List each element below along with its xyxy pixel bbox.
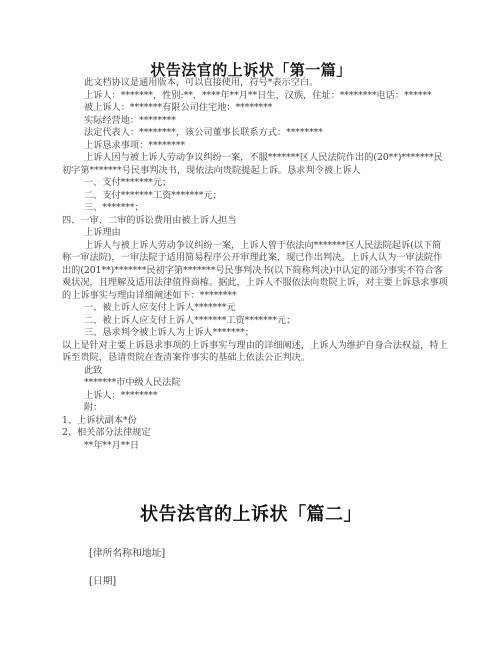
appellant-info: 上诉人：*******，性别:**，****年**月**日生，汉族，住址：********电话：****** <box>84 89 432 101</box>
reason-item-2: 二、被上诉人应支付上诉人*******工资*******元； <box>84 314 296 326</box>
business-address: 实际经营地：******** <box>84 114 176 126</box>
intro-paragraph: 此文档协议是通用版本，可以直接使用，符号*表示空白。 <box>84 77 319 88</box>
date-placeholder: [日期] <box>89 576 117 587</box>
appellant-signature: 上诉人：******** <box>84 389 158 401</box>
attachment-item-2: 2、相关部分法律规定 <box>62 427 151 438</box>
attachments-heading: 附： <box>84 402 103 413</box>
appeal-requests-heading: 上诉恳求事项：******** <box>84 139 186 151</box>
reasons-paragraph: 上诉人与被上诉人劳动争议纠纷一案，上诉人曾于依法向*******区人民法院起诉(以下简称一审法院)，一审法院于适用简易程序公开审理此案，现已作出判决。上诉人认为一审法院作出的(201**)*******民初字第*******号民事判决书(以下简称判决)中认定的部分事实不符合客观状况，且理解及适用法律值得商榷。据此，上诉人不服依法向贵院上诉，对主要上诉恳求事项的上诉事实与理由详细阐述如下：******** <box>62 239 448 301</box>
legal-representative: 法定代表人：********，该公司董事长联系方式：******** <box>84 127 323 138</box>
request-item-1: 一、支付*******元； <box>84 177 172 188</box>
salutation: 此致 <box>84 364 103 376</box>
reason-item-1: 一、被上诉人应支付上诉人*******元 <box>84 302 236 313</box>
appellee-info: 被上诉人：*******有限公司住宅地：******** <box>84 102 273 113</box>
filing-date: **年**月**日 <box>84 439 140 451</box>
lawfirm-placeholder: [律所名称和地址] <box>89 548 166 559</box>
request-item-4: 四、一审、二审的诉讼费用由被上诉人担当 <box>62 214 237 226</box>
court-name: *******市中级人民法院 <box>84 377 181 388</box>
conclusion-paragraph: 以上是针对主要上诉恳求事项的上诉事实与理由的详细阐述，上诉人为维护自身合法权益，特上诉至贵院，恳请贵院在查清案件事实的基础上依法公正判决。 <box>62 339 448 363</box>
reason-item-3: 三、恳求判令被上诉人为上诉人*******； <box>84 327 254 338</box>
section1-title: 状告法官的上诉状「第一篇」 <box>150 61 352 79</box>
attachment-item-1: 1、上诉状副本*份 <box>62 414 137 426</box>
request-item-3: 三、*******； <box>84 202 144 213</box>
section2-title: 状告法官的上诉状「篇二」 <box>140 504 362 525</box>
request-item-2: 二、支付*******工资*******元； <box>84 189 222 201</box>
appeal-statement: 上诉人因与被上诉人劳动争议纠纷一案，不服*******区人民法院作出的(20**)*******民初字第*******号民事判决书，现依法向贵院提起上诉。恳求判令被上诉人 <box>62 152 443 176</box>
reasons-heading: 上诉理由 <box>84 227 121 238</box>
section1-body <box>62 77 450 452</box>
